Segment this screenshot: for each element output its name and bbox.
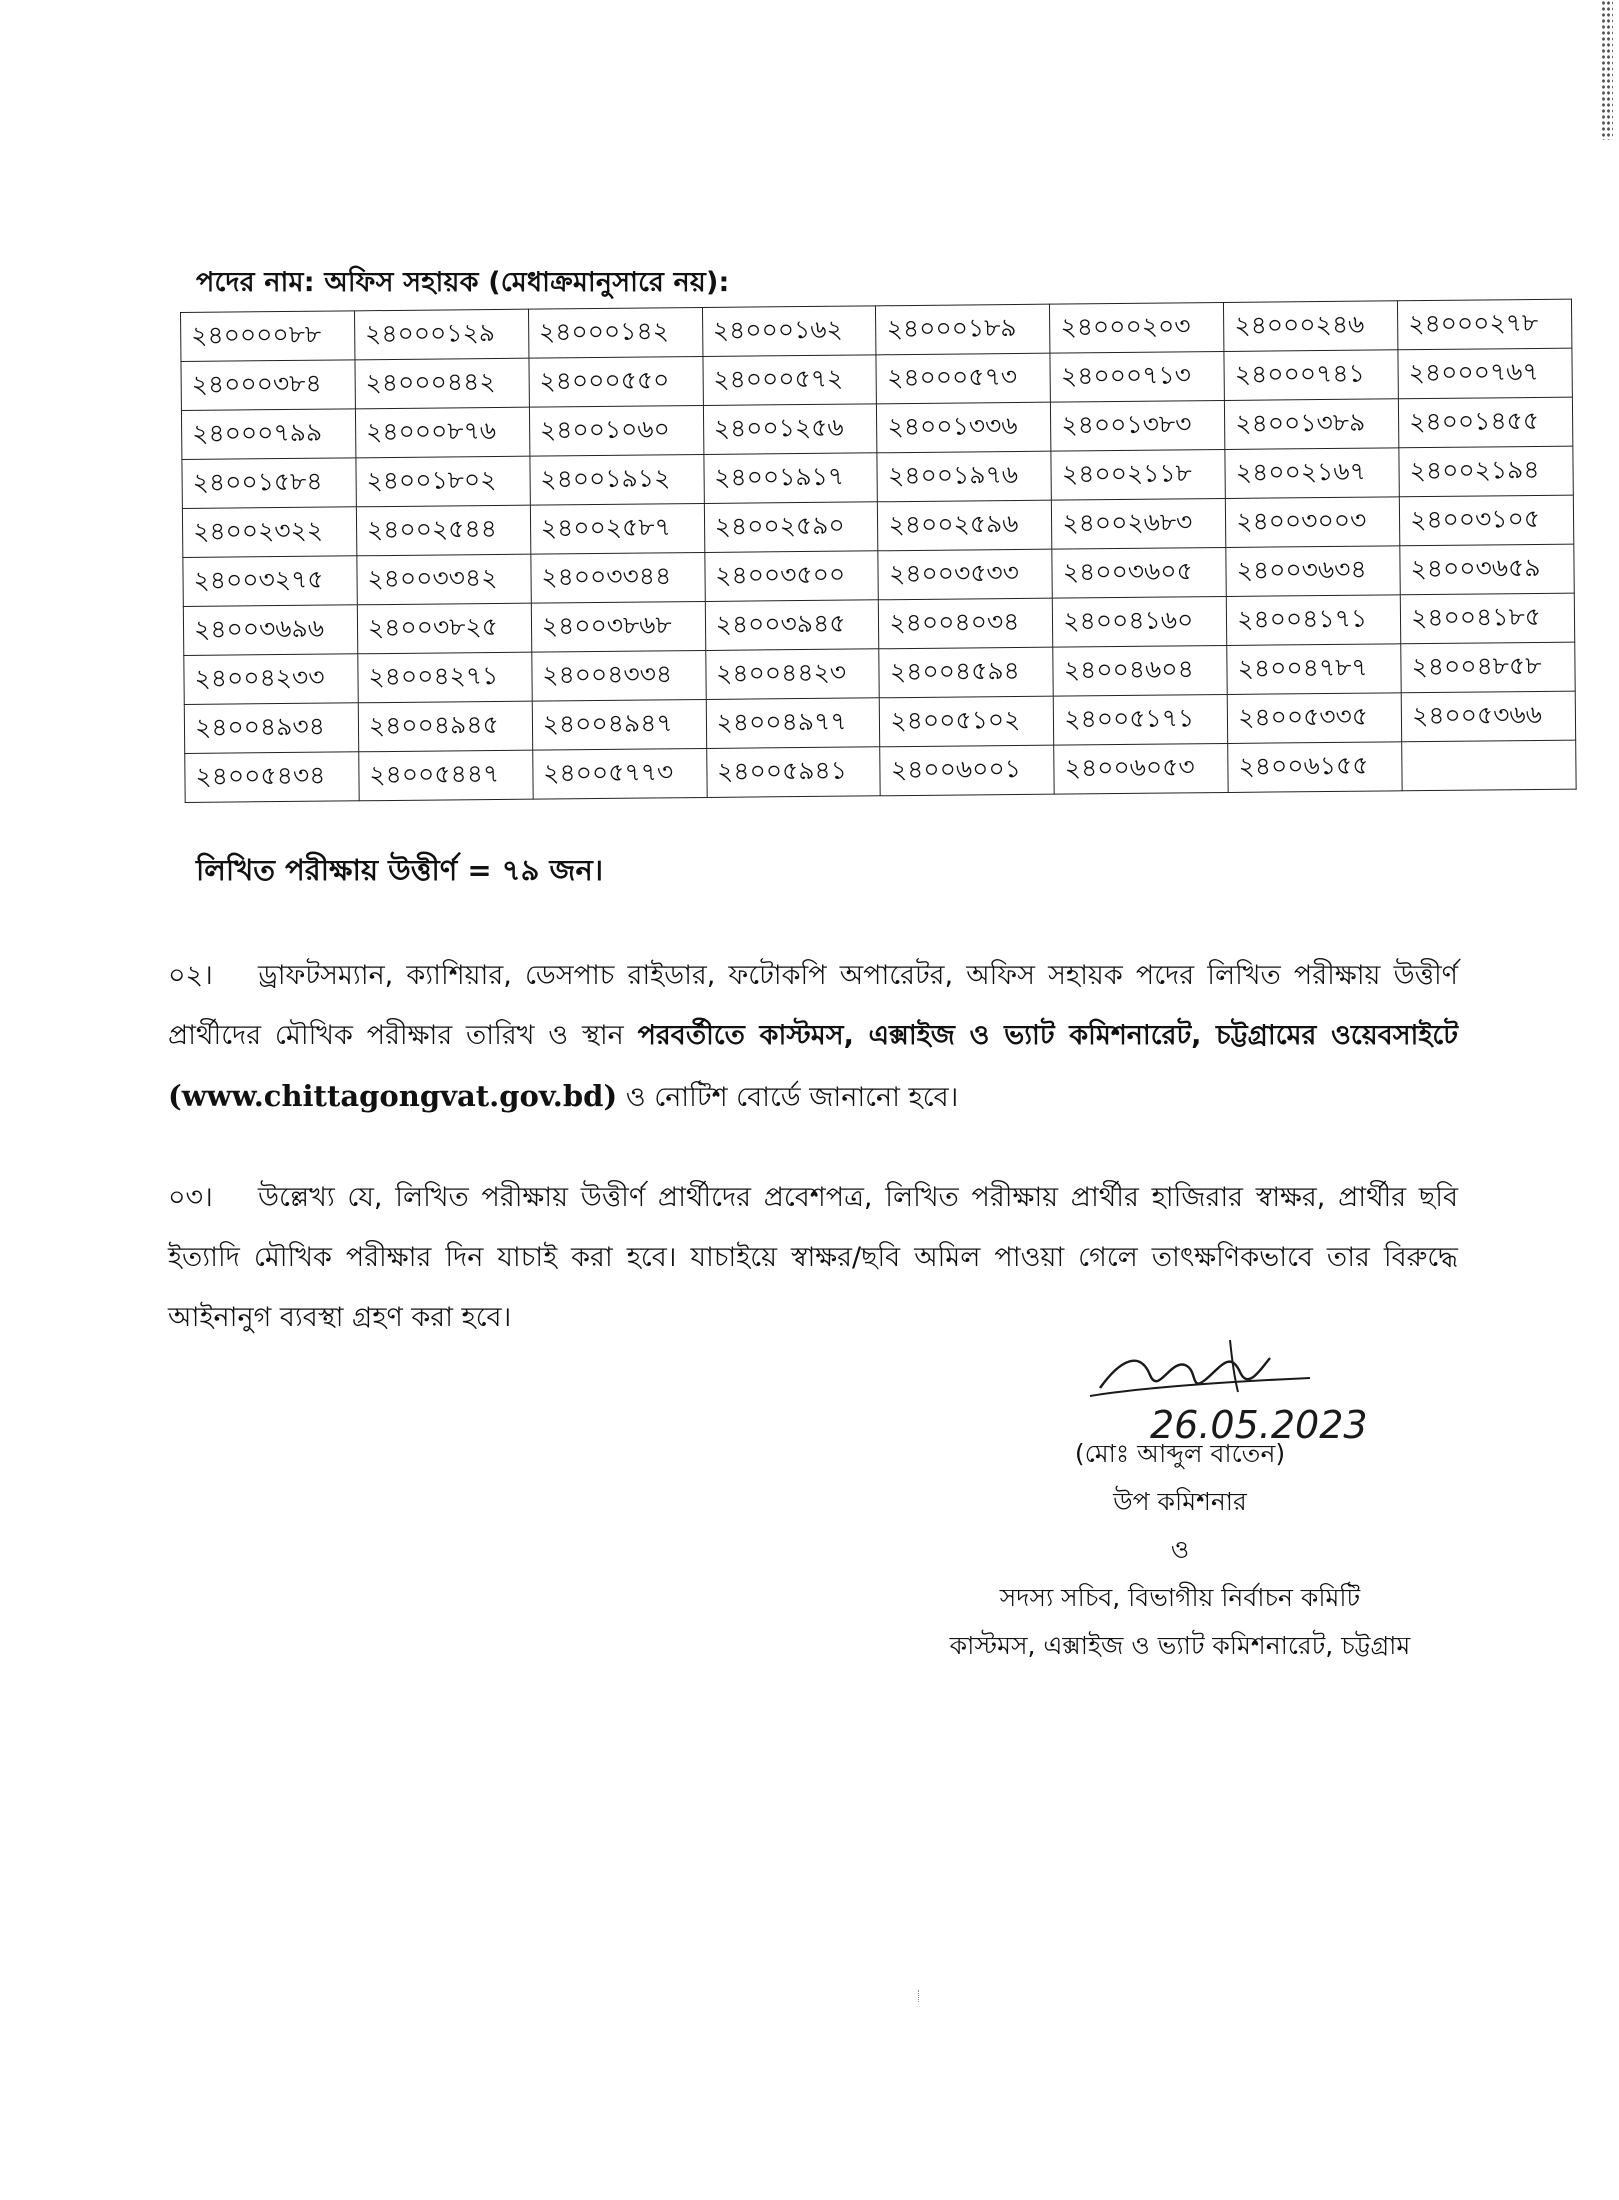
roll-number-cell: ২৪০০২৫৪৪ xyxy=(356,505,530,556)
paragraph-03 xyxy=(168,1168,1458,1348)
roll-number-cell: ২৪০০৩৬৯৬ xyxy=(183,605,357,656)
roll-number-cell: ২৪০০৪৯৪৫ xyxy=(358,701,532,752)
roll-number-cell: ২৪০০০৭৪১ xyxy=(1224,350,1398,401)
roll-number-cell: ২৪০০৬০০১ xyxy=(880,745,1054,796)
paragraph-text: উল্লেখ্য যে, লিখিত পরীক্ষায় উত্তীর্ণ প্রার্থীদের প্রবেশপত্র, লিখিত পরীক্ষায় প্রার্থীর হাজিরার স্বাক্ষর, প্রার্থীর ছবি ইত্যাদি মৌখিক পরীক্ষার দিন যাচাই করা হবে। যাচাইয়ে স্বাক্ষর/ছবি অমিল পাওয়া গেলে তাৎক্ষণিকভাবে তার বিরুদ্ধে আইনানুগ ব্যবস্থা গ্রহণ করা হবে। xyxy=(168,1182,1458,1333)
signatory-block xyxy=(880,1430,1480,1670)
roll-number-cell: ২৪০০৫৯৪১ xyxy=(706,747,880,798)
roll-number-cell: ২৪০০৪৩৩৪ xyxy=(532,650,706,701)
signatory-office: কাস্টমস, এক্সাইজ ও ভ্যাট কমিশনারেট, চট্টগ্রাম xyxy=(949,1631,1411,1660)
roll-number-cell: ২৪০০০৫৫০ xyxy=(529,356,703,407)
roll-number-cell: ২৪০০৫৪৩৪ xyxy=(185,752,359,803)
roll-number-cell: ২৪০০১৩৩৬ xyxy=(877,402,1051,453)
roll-number-cell: ২৪০০২৬৮৩ xyxy=(1052,498,1226,549)
paragraph-bold-text: পরবর্তীতে কাস্টমস, এক্সাইজ ও ভ্যাট কমিশনারেট, চট্টগ্রামের ওয়েবসাইটে xyxy=(637,1020,1458,1051)
roll-number-cell: ২৪০০২৫৯০ xyxy=(704,502,878,553)
roll-number-cell: ২৪০০০৭৯৯ xyxy=(181,409,355,460)
roll-number-cell: ২৪০০২৩২২ xyxy=(182,507,356,558)
roll-number-cell: ২৪০০৬০৫৩ xyxy=(1054,743,1228,794)
roll-number-cell: ২৪০০৪৮৫৮ xyxy=(1401,642,1575,693)
roll-number-cell: ২৪০০৩৯৪৫ xyxy=(705,600,879,651)
signatory-designation: উপ কমিশনার xyxy=(1113,1487,1247,1516)
roll-number-cell: ২৪০০৪৭৮৭ xyxy=(1227,644,1401,695)
roll-number-cell: ২৪০০৩৬৫৯ xyxy=(1400,544,1574,595)
roll-number-cell: ২৪০০৪১৬০ xyxy=(1053,596,1227,647)
roll-number-cell: ২৪০০০৪৪২ xyxy=(355,358,529,409)
roll-number-cell: ২৪০০৪৯৩৪ xyxy=(184,703,358,754)
roll-number-cell: ২৪০০৩৩৪৪ xyxy=(531,552,705,603)
roll-number-cell: ২৪০০০২০৩ xyxy=(1050,302,1224,353)
roll-number-cell: ২৪০০৪৫৯৪ xyxy=(879,647,1053,698)
roll-number-cell: ২৪০০০১৪২ xyxy=(528,307,702,358)
roll-number-cell: ২৪০০১৯১২ xyxy=(530,454,704,505)
roll-number-cell: ২৪০০২১৯৪ xyxy=(1399,446,1573,497)
roll-number-cell: ২৪০০০০৮৮ xyxy=(181,311,355,362)
roll-number-cell: ২৪০০০১৬২ xyxy=(702,306,876,357)
roll-number-cell: ২৪০০৫১৭১ xyxy=(1054,694,1228,745)
roll-number-cell: ২৪০০৩৮৬৮ xyxy=(531,601,705,652)
roll-number-cell: ২৪০০৪২৭১ xyxy=(358,652,532,703)
roll-number-cell: ২৪০০১৯১৭ xyxy=(703,453,877,504)
paragraph-text: ড্রাফটসম্যান, ক্যাশিয়ার, ডেসপাচ রাইডার, ফটোকপি অপারেটর, অফিস সহায়ক পদের লিখিত পরীক্ষায় উত্তীর্ণ প্রার্থীদের মৌখিক পরীক্ষার তারিখ ও স্থান xyxy=(168,960,1458,1051)
roll-number-cell: ২৪০০৪১৭১ xyxy=(1226,595,1400,646)
roll-number-cell: ২৪০০৬১৫৫ xyxy=(1228,742,1402,793)
scan-speck xyxy=(918,1990,923,2002)
roll-number-cell: ২৪০০০১৮৯ xyxy=(876,304,1050,355)
roll-number-cell: ২৪০০২১৬৭ xyxy=(1225,448,1399,499)
signatory-conjunction: ও xyxy=(1170,1535,1190,1564)
roll-number-cell: ২৪০০২৫৮৭ xyxy=(530,503,704,554)
signatory-role: সদস্য সচিব, বিভাগীয় নির্বাচন কমিটি xyxy=(999,1583,1361,1612)
roll-number-cell: ২৪০০০২৪৬ xyxy=(1224,301,1398,352)
roll-number-cell: ২৪০০৩৫৩৩ xyxy=(878,549,1052,600)
roll-number-cell: ২৪০০২১১৮ xyxy=(1051,449,1225,500)
roll-number-table xyxy=(180,299,1577,803)
roll-number-cell: ২৪০০৩৬৩৪ xyxy=(1226,546,1400,597)
paragraph-02 xyxy=(168,946,1458,1128)
roll-number-cell: ২৪০০১৩৮৯ xyxy=(1225,399,1399,450)
roll-number-cell: ২৪০০০৫৭৩ xyxy=(876,353,1050,404)
scan-edge-marks xyxy=(1601,0,1613,140)
signature-date: 26.05.2023 xyxy=(1150,1403,1368,1447)
roll-number-cell: ২৪০০১৯৭৬ xyxy=(877,451,1051,502)
roll-number-cell: ২৪০০০৭১৩ xyxy=(1050,351,1224,402)
roll-number-cell: ২৪০০১৩৮৩ xyxy=(1051,400,1225,451)
paragraph-text-end: ও নোটিশ বোর্ডে জানানো হবে। xyxy=(625,1082,959,1113)
roll-number-cell: ২৪০০৪৯৪৭ xyxy=(532,699,706,750)
roll-number-cell: ২৪০০৪২৩৩ xyxy=(184,654,358,705)
roll-number-cell: ২৪০০০৮৭৬ xyxy=(355,407,529,458)
roll-number-cell: ২৪০০১৮০২ xyxy=(356,456,530,507)
roll-number-cell: ২৪০০৩২৭৫ xyxy=(183,556,357,607)
roll-number-cell: ২৪০০০৫৭২ xyxy=(703,355,877,406)
roll-number-cell: ২৪০০৪৪২৩ xyxy=(705,649,879,700)
signatory-name: (মোঃ আব্দুল বাতেন) xyxy=(1074,1439,1286,1468)
paragraph-number: ০৩। xyxy=(168,1182,213,1213)
roll-number-cell: ২৪০০১২৫৬ xyxy=(703,404,877,455)
website-url: (www.chittagongvat.gov.bd) xyxy=(168,1079,618,1113)
roll-number-cell: ২৪০০৫১০২ xyxy=(880,696,1054,747)
roll-number-cell: ২৪০০৪০৩৪ xyxy=(879,598,1053,649)
roll-number-cell: ২৪০০২৫৯৬ xyxy=(878,500,1052,551)
paragraph-number: ০২। xyxy=(168,960,213,991)
roll-number-cell: ২৪০০৩০০৩ xyxy=(1226,497,1400,548)
roll-number-cell: ২৪০০০৭৬৭ xyxy=(1398,348,1572,399)
roll-number-cell: ২৪০০৫৩৩৫ xyxy=(1227,693,1401,744)
roll-number-cell: ২৪০০৩৬০৫ xyxy=(1052,547,1226,598)
roll-number-cell: ২৪০০৩৫০০ xyxy=(704,551,878,602)
roll-number-cell: ২৪০০০১২৯ xyxy=(354,309,528,360)
roll-number-cell: ২৪০০০৩৮৪ xyxy=(181,360,355,411)
pass-count: লিখিত পরীক্ষায় উত্তীর্ণ = ৭৯ জন। xyxy=(196,853,604,887)
roll-number-cell: ২৪০০১৫৮৪ xyxy=(182,458,356,509)
roll-number-cell: ২৪০০৪৯৭৭ xyxy=(706,698,880,749)
roll-number-cell: ২৪০০৪১৮৫ xyxy=(1400,593,1574,644)
roll-number-cell: ২৪০০৪৬০৪ xyxy=(1053,645,1227,696)
roll-number-cell: ২৪০০৫৩৬৬ xyxy=(1401,691,1575,742)
roll-number-cell: ২৪০০০২৭৮ xyxy=(1398,299,1572,350)
roll-number-cell: ২৪০০১৪৫৫ xyxy=(1398,397,1572,448)
roll-number-cell: ২৪০০৫৪৪৭ xyxy=(359,750,533,801)
post-title: পদের নাম: অফিস সহায়ক (মেধাক্রমানুসারে নয়): xyxy=(196,267,730,298)
roll-number-cell xyxy=(1402,740,1576,791)
roll-number-cell: ২৪০০১০৬০ xyxy=(529,405,703,456)
roll-number-cell: ২৪০০৩৩৪২ xyxy=(357,554,531,605)
roll-number-cell: ২৪০০৩১০৫ xyxy=(1399,495,1573,546)
roll-table-body xyxy=(181,299,1577,802)
roll-number-cell: ২৪০০৩৮২৫ xyxy=(357,603,531,654)
roll-number-cell: ২৪০০৫৭৭৩ xyxy=(532,748,706,799)
